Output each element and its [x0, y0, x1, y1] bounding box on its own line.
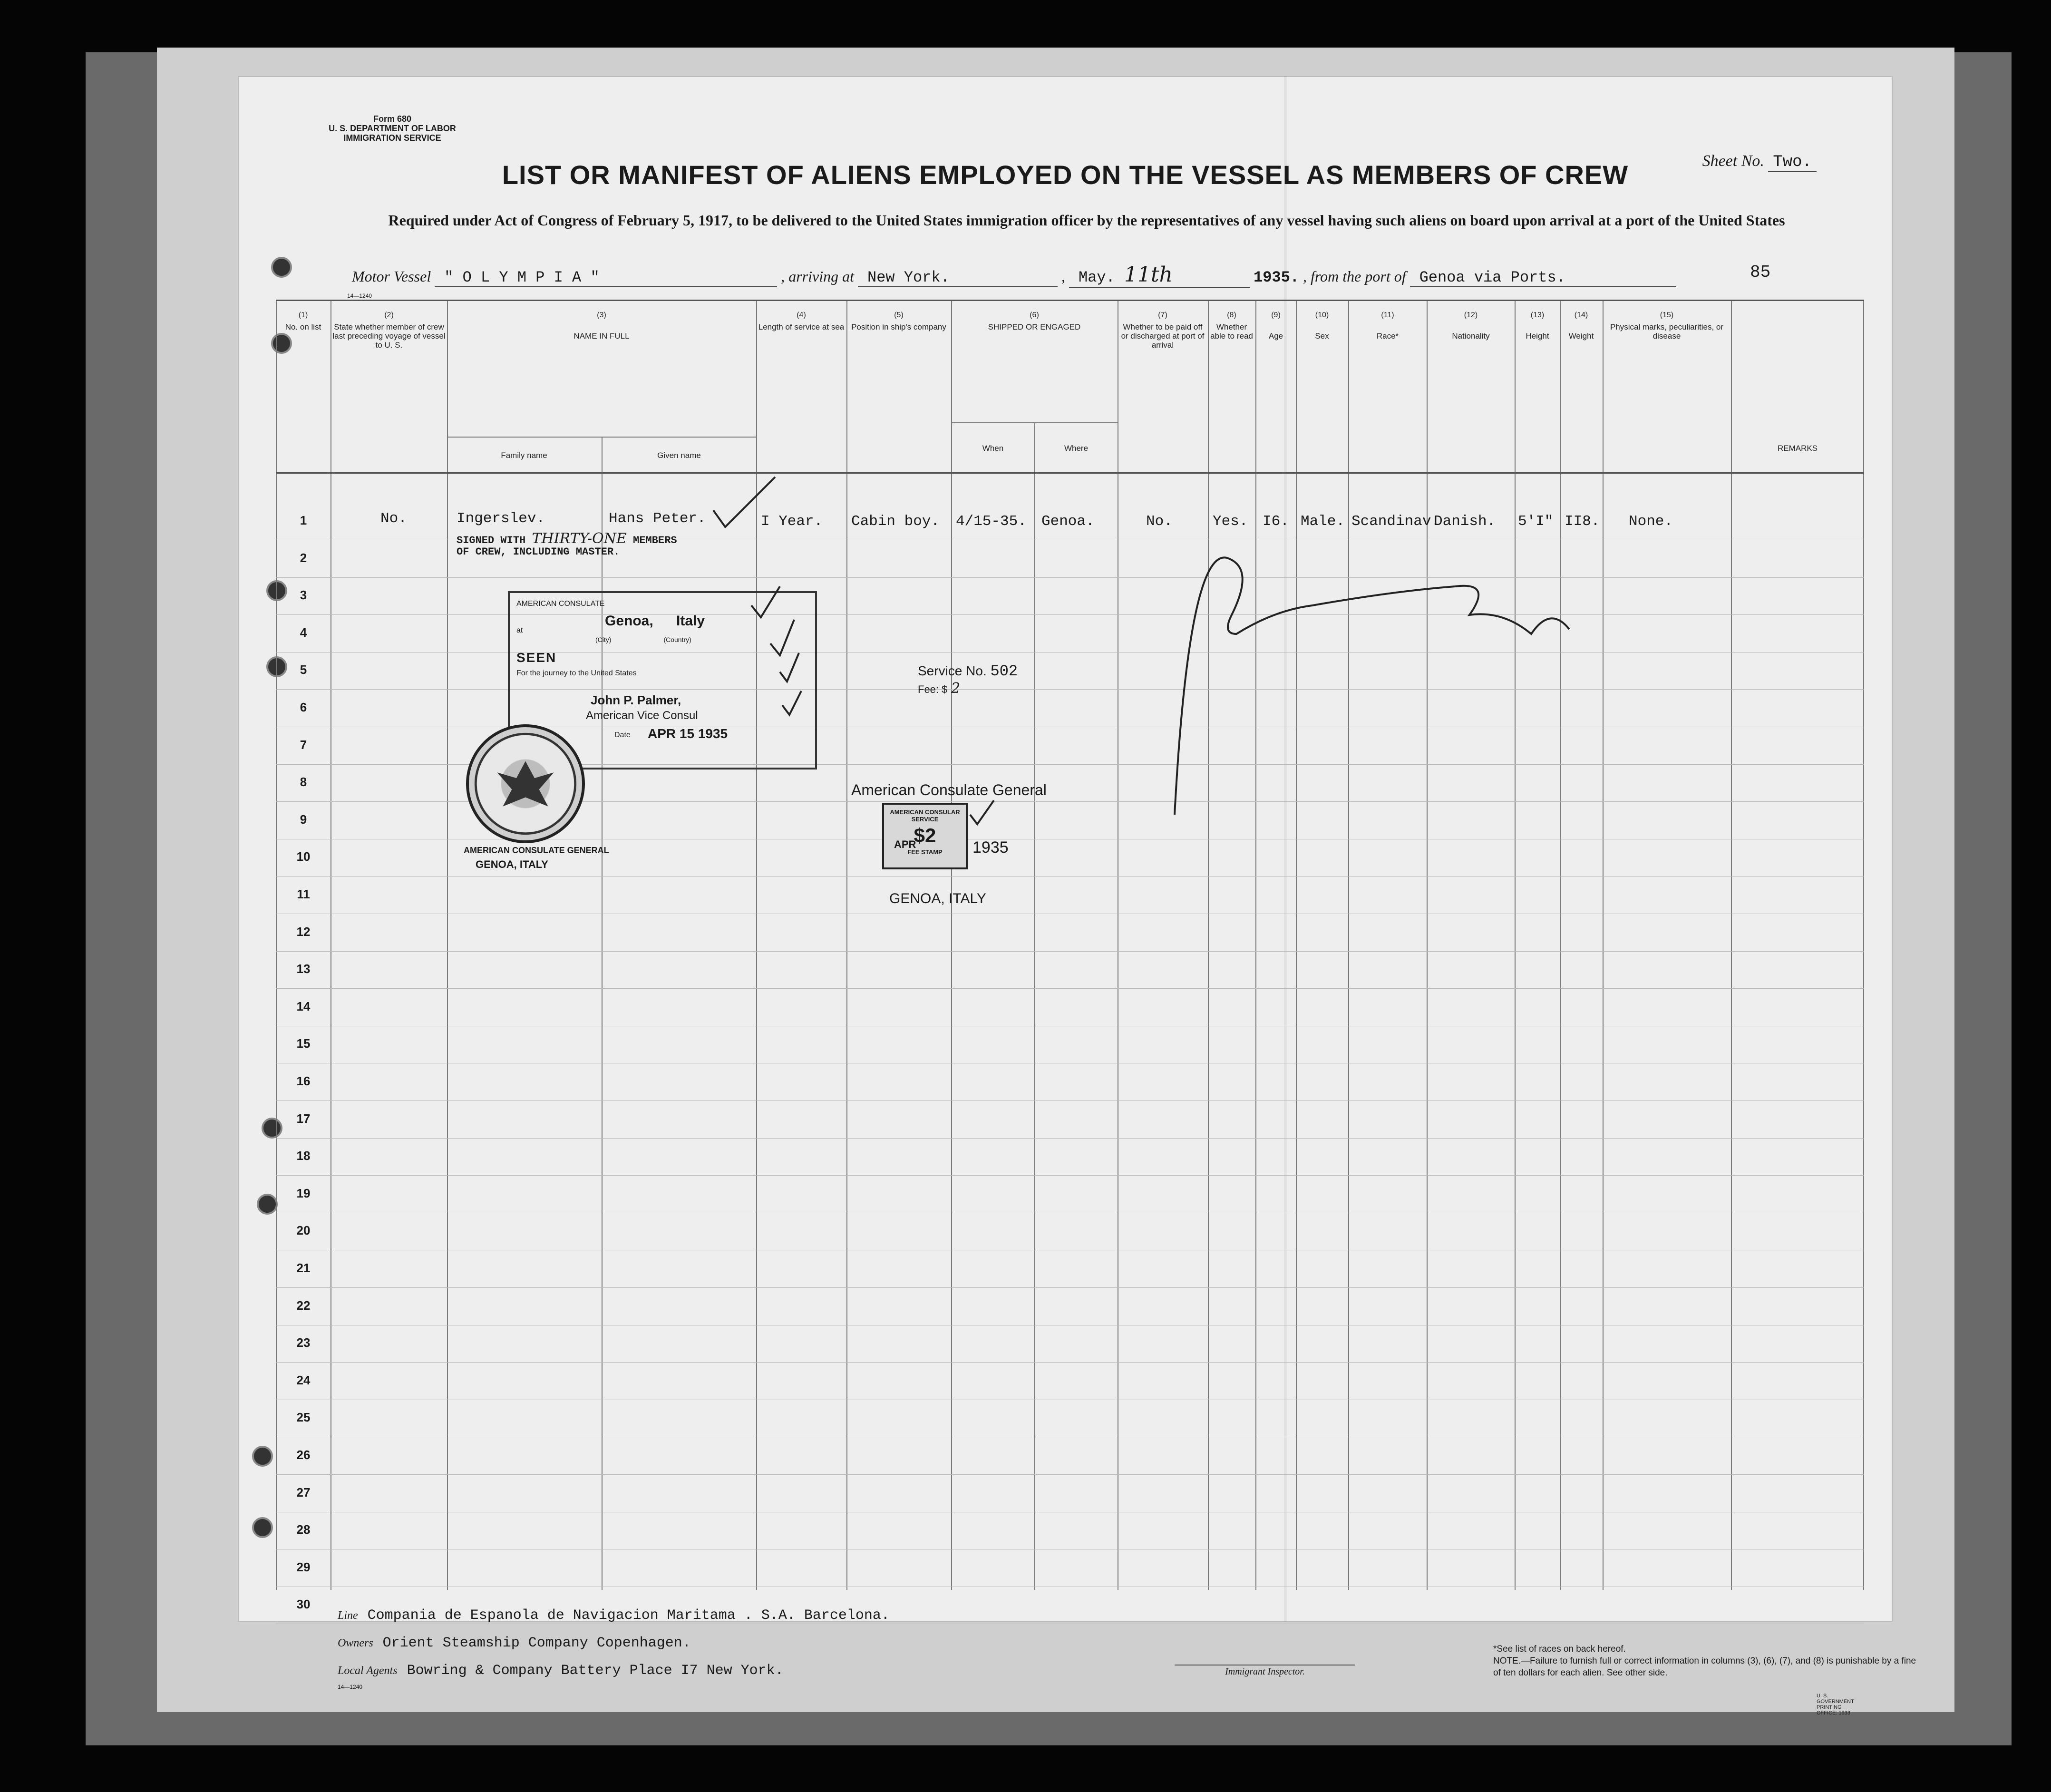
row-number: 1	[300, 513, 307, 527]
row-rule	[276, 1287, 1864, 1288]
stamp-officer: John P. Palmer,	[591, 693, 681, 707]
owners-value: Orient Steamship Company Copenhagen.	[382, 1635, 691, 1651]
binder-hole	[257, 1194, 278, 1215]
printer-imprint: U. S. GOVERNMENT PRINTING OFFICE: 1933	[1817, 1693, 1854, 1716]
col-header-weight: (14) Weight	[1568, 311, 1594, 341]
seal-city: GENOA, ITALY	[476, 858, 548, 870]
handwritten-marks	[276, 301, 1864, 919]
line-label: Line	[338, 1609, 358, 1622]
form-identifier	[314, 114, 471, 143]
agents-label: Local Agents	[338, 1665, 398, 1677]
row-number: 28	[296, 1522, 311, 1537]
binder-hole	[252, 1517, 273, 1538]
check-mark-icon	[780, 653, 799, 682]
col-header-when: When	[982, 444, 1004, 453]
stamp-date: APR 15 1935	[648, 726, 728, 741]
vessel-info: Motor Vessel " O L Y M P I A " , arriving at New York. , May. 11th 1935. , from the port of Genoa via Ports.	[352, 263, 1676, 288]
arriving-label: , arriving at	[781, 268, 854, 285]
row-number: 9	[300, 812, 307, 827]
sheet-count-handwritten: 85	[1750, 263, 1771, 282]
fee-stamp-bottom: FEE STAMP	[907, 848, 943, 856]
check-mark-icon	[782, 691, 801, 715]
row-number: 12	[296, 924, 311, 939]
consulate-general-city: GENOA, ITALY	[889, 891, 986, 906]
row-number: 7	[300, 737, 307, 752]
form-number: Form 680	[373, 114, 412, 124]
col-header-physical-marks: (15) Physical marks, peculiarities, or disease	[1610, 311, 1724, 341]
fee-label: Fee: $	[918, 683, 948, 695]
penalty-note: NOTE.—Failure to furnish full or correct information in columns (3), (6), (7), and (8) is punishable by a fine of ten dollars for each alien. See other side.	[1493, 1656, 1916, 1678]
footer-form-code: 14—1240	[338, 1684, 363, 1690]
col-header-length-service: (4) Length of service at sea	[758, 311, 845, 331]
vessel-name: " O L Y M P I A "	[435, 269, 777, 287]
footer-owners	[338, 1635, 691, 1651]
col-header-where: Where	[1064, 444, 1089, 453]
col-header-shipped: (6) SHIPPED OR ENGAGED	[988, 311, 1081, 331]
cell-where: Genoa.	[1041, 513, 1095, 530]
row-number: 22	[296, 1298, 311, 1313]
arrival-month: May.	[1078, 269, 1115, 286]
service-number-label: Service No.	[918, 663, 987, 678]
col-header-no: (1) No. on list	[285, 311, 321, 331]
row-rule	[276, 1474, 1864, 1475]
col-header-name: (3) NAME IN FULL	[574, 311, 630, 341]
row-number: 16	[296, 1074, 311, 1088]
row-number: 29	[296, 1559, 311, 1574]
signed-with-count: THIRTY-ONE	[532, 530, 627, 547]
check-mark-icon	[751, 586, 780, 617]
signed-with-members: MEMBERS	[633, 535, 677, 546]
row-number: 14	[296, 999, 311, 1013]
cell-when: 4/15-35.	[956, 513, 1027, 530]
row-rule	[276, 1138, 1864, 1139]
arrival-port: New York.	[858, 269, 1058, 287]
stamp-officer-title: American Vice Consul	[586, 709, 698, 722]
cell-physical-marks: None.	[1629, 513, 1673, 530]
inspector-signature	[1175, 557, 1569, 815]
page-title: LIST OR MANIFEST OF ALIENS EMPLOYED ON THE VESSEL AS MEMBERS OF CREW	[502, 160, 1629, 190]
sheet-number-value: Two.	[1768, 153, 1817, 172]
col-header-last-voyage: (2) State whether member of crew last preceding voyage of vessel to U. S.	[332, 311, 446, 350]
line-value: Compania de Espanola de Navigacion Maritama . S.A. Barcelona.	[367, 1607, 890, 1624]
check-mark-icon	[770, 620, 794, 655]
binder-hole	[252, 1446, 273, 1467]
row-number: 20	[296, 1223, 311, 1238]
seal-text: AMERICAN CONSULATE GENERAL	[464, 846, 609, 855]
row-number: 19	[296, 1186, 311, 1200]
col-header-nationality: (12) Nationality	[1452, 311, 1490, 341]
fee-stamp-date: APR	[894, 838, 916, 850]
vessel-type-label: Motor	[352, 268, 390, 285]
cell-able-read: Yes.	[1213, 513, 1248, 530]
crew-table	[276, 300, 1864, 1612]
binder-hole	[271, 257, 292, 278]
col-header-position: (5) Position in ship's company	[851, 311, 946, 331]
cell-given-name: Hans Peter.	[609, 510, 706, 527]
cell-last-voyage: No.	[380, 510, 407, 527]
manifest-sheet	[238, 76, 1916, 1716]
arrival-day-handwritten: 11th	[1124, 263, 1173, 287]
stamp-journey: For the journey to the United States	[516, 669, 637, 677]
race-note: *See list of races on back hereof.	[1493, 1644, 1626, 1654]
row-number: 5	[300, 662, 307, 677]
signed-with-label: SIGNED WITH	[457, 535, 526, 546]
row-rule	[276, 1362, 1864, 1363]
department-name: U. S. DEPARTMENT OF LABOR	[329, 124, 456, 133]
fee-stamp-value: $2	[914, 824, 936, 847]
col-header-paid-off: (7) Whether to be paid off or discharged at port of arrival	[1121, 311, 1205, 350]
from-port-label: , from the port of	[1303, 268, 1406, 285]
col-header-remarks: REMARKS	[1777, 444, 1818, 453]
row-number: 17	[296, 1111, 311, 1126]
cell-length-service: I Year.	[761, 513, 823, 530]
row-number: 15	[296, 1036, 311, 1051]
stamp-location: Genoa, Italy	[605, 613, 705, 629]
row-number: 6	[300, 700, 307, 714]
footer-notes	[1493, 1643, 1921, 1679]
stamp-location-labels: (City) (Country)	[595, 636, 691, 643]
page-subtitle: Required under Act of Congress of February 5, 1917, to be delivered to the United States immigration officer by the representatives of any vessel having such aliens on board upon arrival at a port of the United States	[388, 212, 1785, 229]
check-mark-icon	[970, 800, 994, 824]
service-number-value: 502	[990, 662, 1018, 680]
col-header-race: (11) Race*	[1376, 311, 1399, 341]
cell-weight: II8.	[1565, 513, 1600, 530]
form-code: 14—1240	[347, 292, 372, 299]
row-number: 11	[297, 887, 310, 901]
col-header-sex: (10) Sex	[1315, 311, 1329, 341]
col-header-able-read: (8) Whether able to read	[1210, 311, 1253, 341]
cell-sex: Male.	[1301, 513, 1345, 530]
row-rule	[276, 1175, 1864, 1176]
col-header-given-name: Given name	[657, 451, 701, 460]
arrival-year: 1935.	[1253, 269, 1299, 286]
check-mark-icon	[713, 477, 775, 527]
row-number: 3	[300, 588, 307, 603]
stamp-date-label: Date	[614, 731, 631, 739]
stamp-header: AMERICAN CONSULATE	[516, 600, 605, 608]
signed-with-crew: OF CREW, INCLUDING MASTER.	[457, 546, 620, 558]
row-number: 2	[300, 550, 307, 565]
cell-position: Cabin boy.	[851, 513, 940, 530]
fee-value: 2	[951, 680, 961, 697]
departure-port: Genoa via Ports.	[1410, 269, 1676, 287]
immigrant-inspector-line: Immigrant Inspector.	[1175, 1665, 1355, 1677]
vessel-label: Vessel	[394, 268, 431, 285]
row-number: 23	[296, 1335, 311, 1350]
row-number: 18	[296, 1149, 311, 1163]
row-number: 8	[300, 775, 307, 789]
cell-nationality: Danish.	[1434, 513, 1496, 530]
row-number: 26	[296, 1448, 311, 1462]
row-number: 21	[296, 1261, 311, 1275]
stamp-at-label: at	[516, 626, 523, 634]
owners-label: Owners	[338, 1637, 373, 1649]
cell-height: 5'I"	[1518, 513, 1554, 530]
col-header-family-name: Family name	[501, 451, 547, 460]
row-number: 13	[296, 962, 311, 976]
consulate-general-heading: American Consulate General	[851, 781, 1047, 799]
agents-value: Bowring & Company Battery Place I7 New York.	[407, 1663, 784, 1679]
fee-stamp-year: APR 1935	[894, 838, 1009, 857]
cell-family-name: Ingerslev.	[457, 510, 545, 527]
row-number: 30	[296, 1597, 311, 1612]
footer-agents	[338, 1663, 784, 1679]
fee-stamp-top: AMERICAN CONSULAR SERVICE	[890, 808, 960, 823]
footer-line	[338, 1607, 890, 1624]
col-header-height: (13) Height	[1526, 311, 1549, 341]
row-rule	[276, 951, 1864, 952]
row-number: 10	[296, 849, 311, 864]
row-number: 25	[296, 1410, 311, 1425]
row-number: 27	[296, 1485, 311, 1500]
service-name: IMMIGRATION SERVICE	[343, 133, 441, 143]
row-number: 24	[296, 1373, 311, 1387]
stamp-seen: SEEN	[516, 650, 557, 665]
cell-age: I6.	[1263, 513, 1289, 530]
row-rule	[276, 988, 1864, 989]
col-header-age: (9) Age	[1268, 311, 1283, 341]
sheet-number-label: Sheet No.	[1702, 152, 1764, 170]
cell-race: Scandinav.	[1351, 513, 1440, 530]
cell-paid-off: No.	[1146, 513, 1173, 530]
row-number: 4	[300, 625, 307, 640]
